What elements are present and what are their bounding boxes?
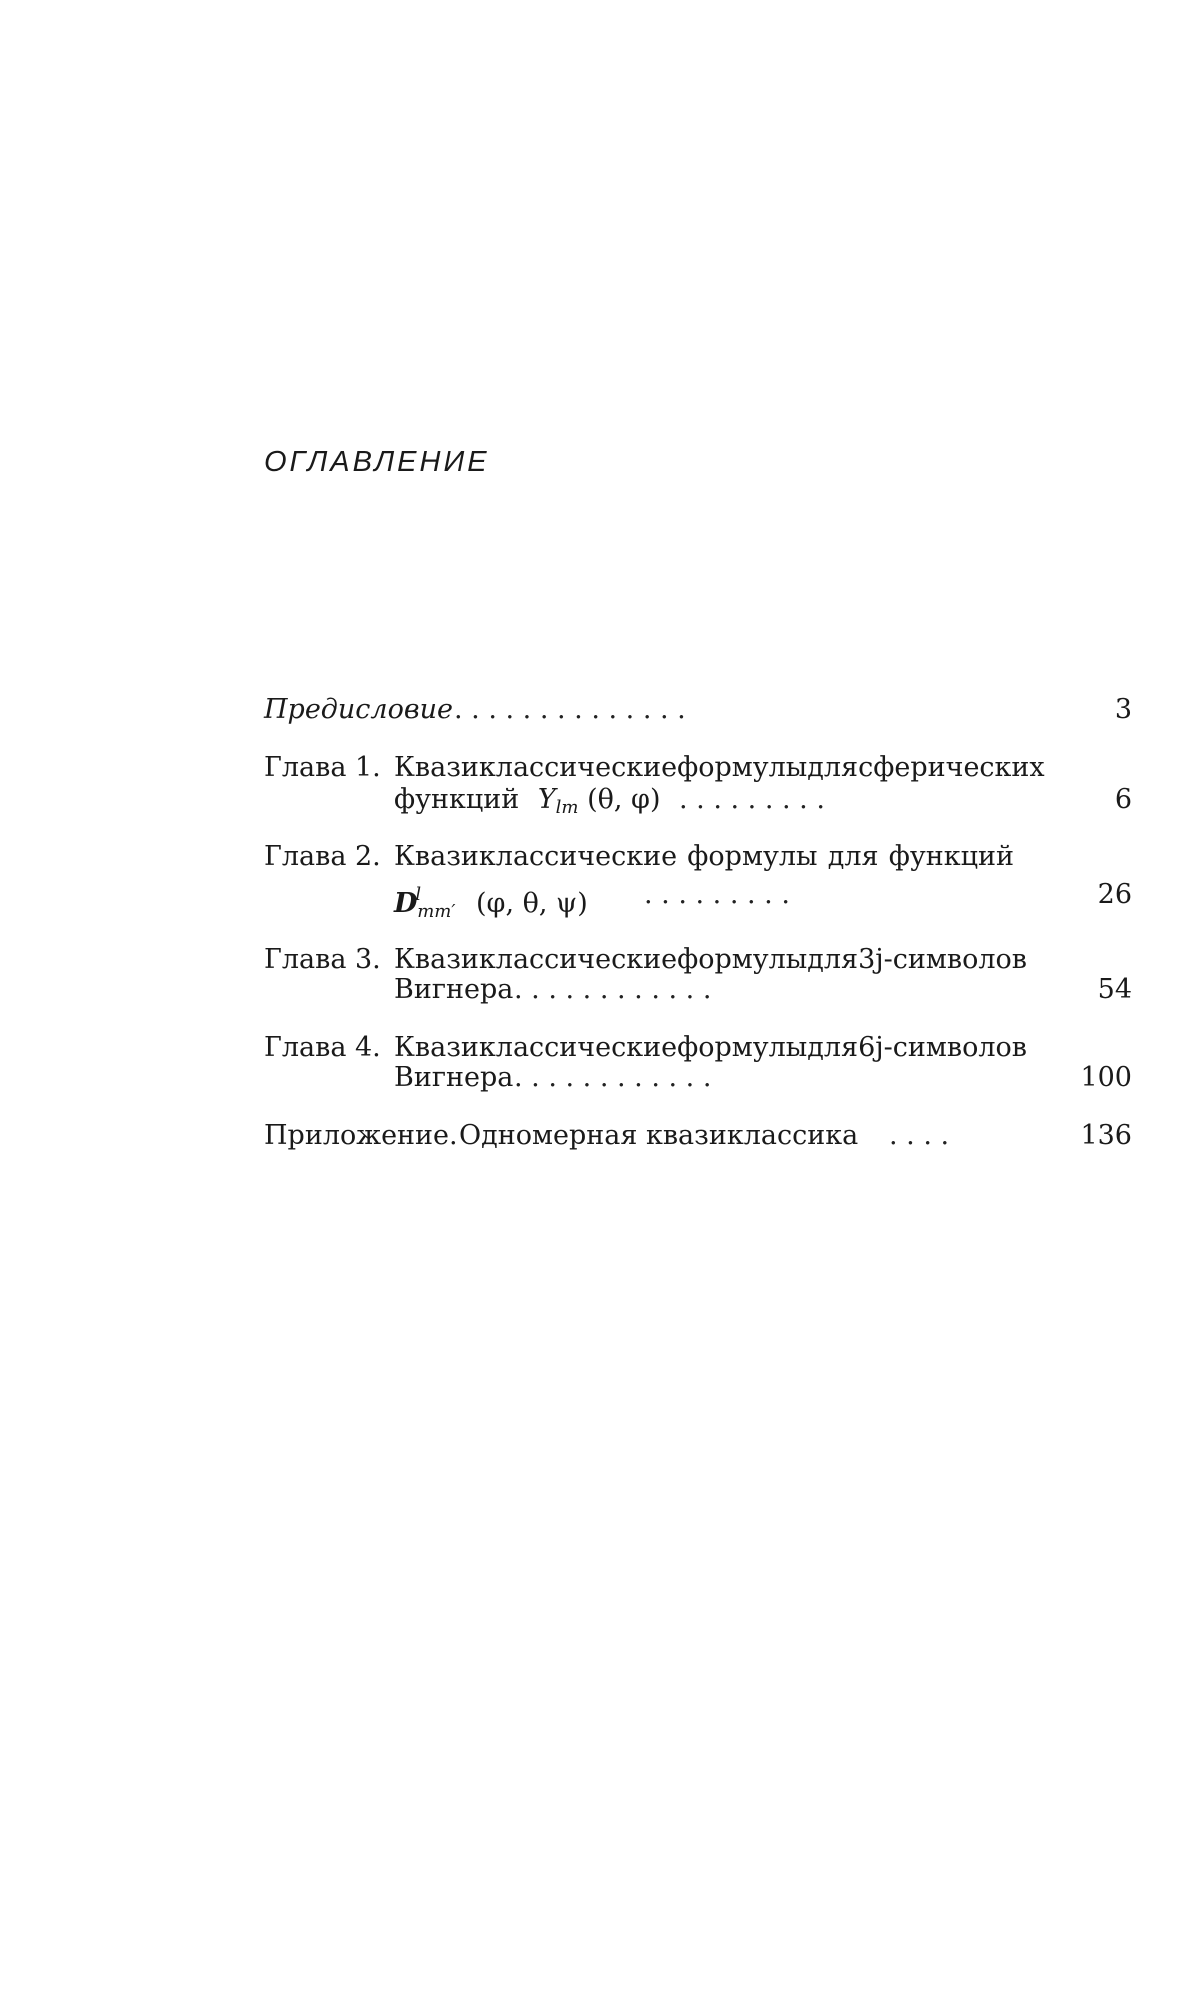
math-symbol: D bbox=[394, 888, 418, 919]
math-arguments: (θ, φ) bbox=[587, 784, 661, 815]
leader-dots: . . . . . . . . . . . . . . bbox=[454, 694, 686, 725]
toc-entry-chapter-1 bbox=[264, 753, 1132, 817]
title-text: Вигнера bbox=[394, 1062, 514, 1093]
leader-dots: . . . . . . . . . bbox=[679, 784, 825, 815]
title-word: Квазиклассические bbox=[394, 944, 678, 975]
page-number: 26 bbox=[1097, 879, 1132, 910]
math-subscript: mm′ bbox=[417, 901, 456, 922]
title-word: формулы bbox=[677, 1032, 808, 1063]
title-word: для bbox=[807, 752, 859, 783]
leader-dots: . . . . . . . . . bbox=[644, 879, 790, 910]
math-superscript: l bbox=[415, 884, 422, 905]
page-number: 136 bbox=[1080, 1120, 1132, 1151]
page-number: 3 bbox=[1114, 694, 1132, 725]
title-word: формулы bbox=[677, 944, 808, 975]
title-word: для bbox=[807, 1032, 859, 1063]
title-word: Квазиклассические bbox=[394, 841, 678, 872]
page-number: 100 bbox=[1080, 1062, 1132, 1093]
title-word: 3j-символов bbox=[858, 944, 1027, 975]
page-number: 6 bbox=[1114, 784, 1132, 815]
chapter-title-line-1 bbox=[394, 944, 1027, 975]
title-word: сферических bbox=[858, 752, 1045, 783]
toc-entry-chapter-2 bbox=[264, 841, 1132, 922]
page-title: ОГЛАВЛЕНИЕ bbox=[264, 446, 490, 478]
page-number: 54 bbox=[1097, 974, 1132, 1005]
math-symbol: Y bbox=[537, 784, 556, 815]
title-word: формулы bbox=[687, 841, 818, 872]
title-word: 6j-символов bbox=[858, 1032, 1027, 1063]
toc-entry-label: Глава 1. bbox=[264, 752, 381, 783]
title-text: функций bbox=[394, 784, 520, 815]
toc-entry-label: Приложение. bbox=[264, 1120, 458, 1151]
title-word: Квазиклассические bbox=[394, 752, 678, 783]
title-text: Вигнера bbox=[394, 974, 514, 1005]
toc-entry-chapter-3 bbox=[264, 945, 1132, 1009]
toc-entry-label: Предисловие bbox=[264, 694, 453, 725]
title-word: формулы bbox=[677, 752, 808, 783]
appendix-title: Одномерная квазиклассика bbox=[459, 1120, 859, 1151]
leader-dots: . . . . . . . . . . . . bbox=[514, 974, 712, 1005]
toc-entry-label: Глава 4. bbox=[264, 1032, 381, 1063]
toc-entry-preface bbox=[264, 695, 1132, 727]
math-subscript: lm bbox=[555, 797, 579, 818]
toc-entry-label: Глава 3. bbox=[264, 944, 381, 975]
chapter-title-line-1 bbox=[394, 1032, 1027, 1063]
chapter-title-line-1 bbox=[394, 842, 1014, 872]
toc-entry-appendix bbox=[264, 1121, 1132, 1153]
chapter-title-line-1 bbox=[394, 752, 1045, 783]
title-word: для bbox=[807, 944, 859, 975]
title-word: функций bbox=[888, 841, 1014, 872]
title-word: Квазиклассические bbox=[394, 1032, 678, 1063]
toc-entry-label: Глава 2. bbox=[264, 841, 381, 872]
math-arguments: (φ, θ, ψ) bbox=[476, 888, 588, 919]
title-word: для bbox=[827, 841, 879, 872]
leader-dots: . . . . . . . . . . . . bbox=[514, 1062, 712, 1093]
leader-dots: . . . . bbox=[889, 1120, 950, 1151]
toc-entry-chapter-4 bbox=[264, 1033, 1132, 1097]
